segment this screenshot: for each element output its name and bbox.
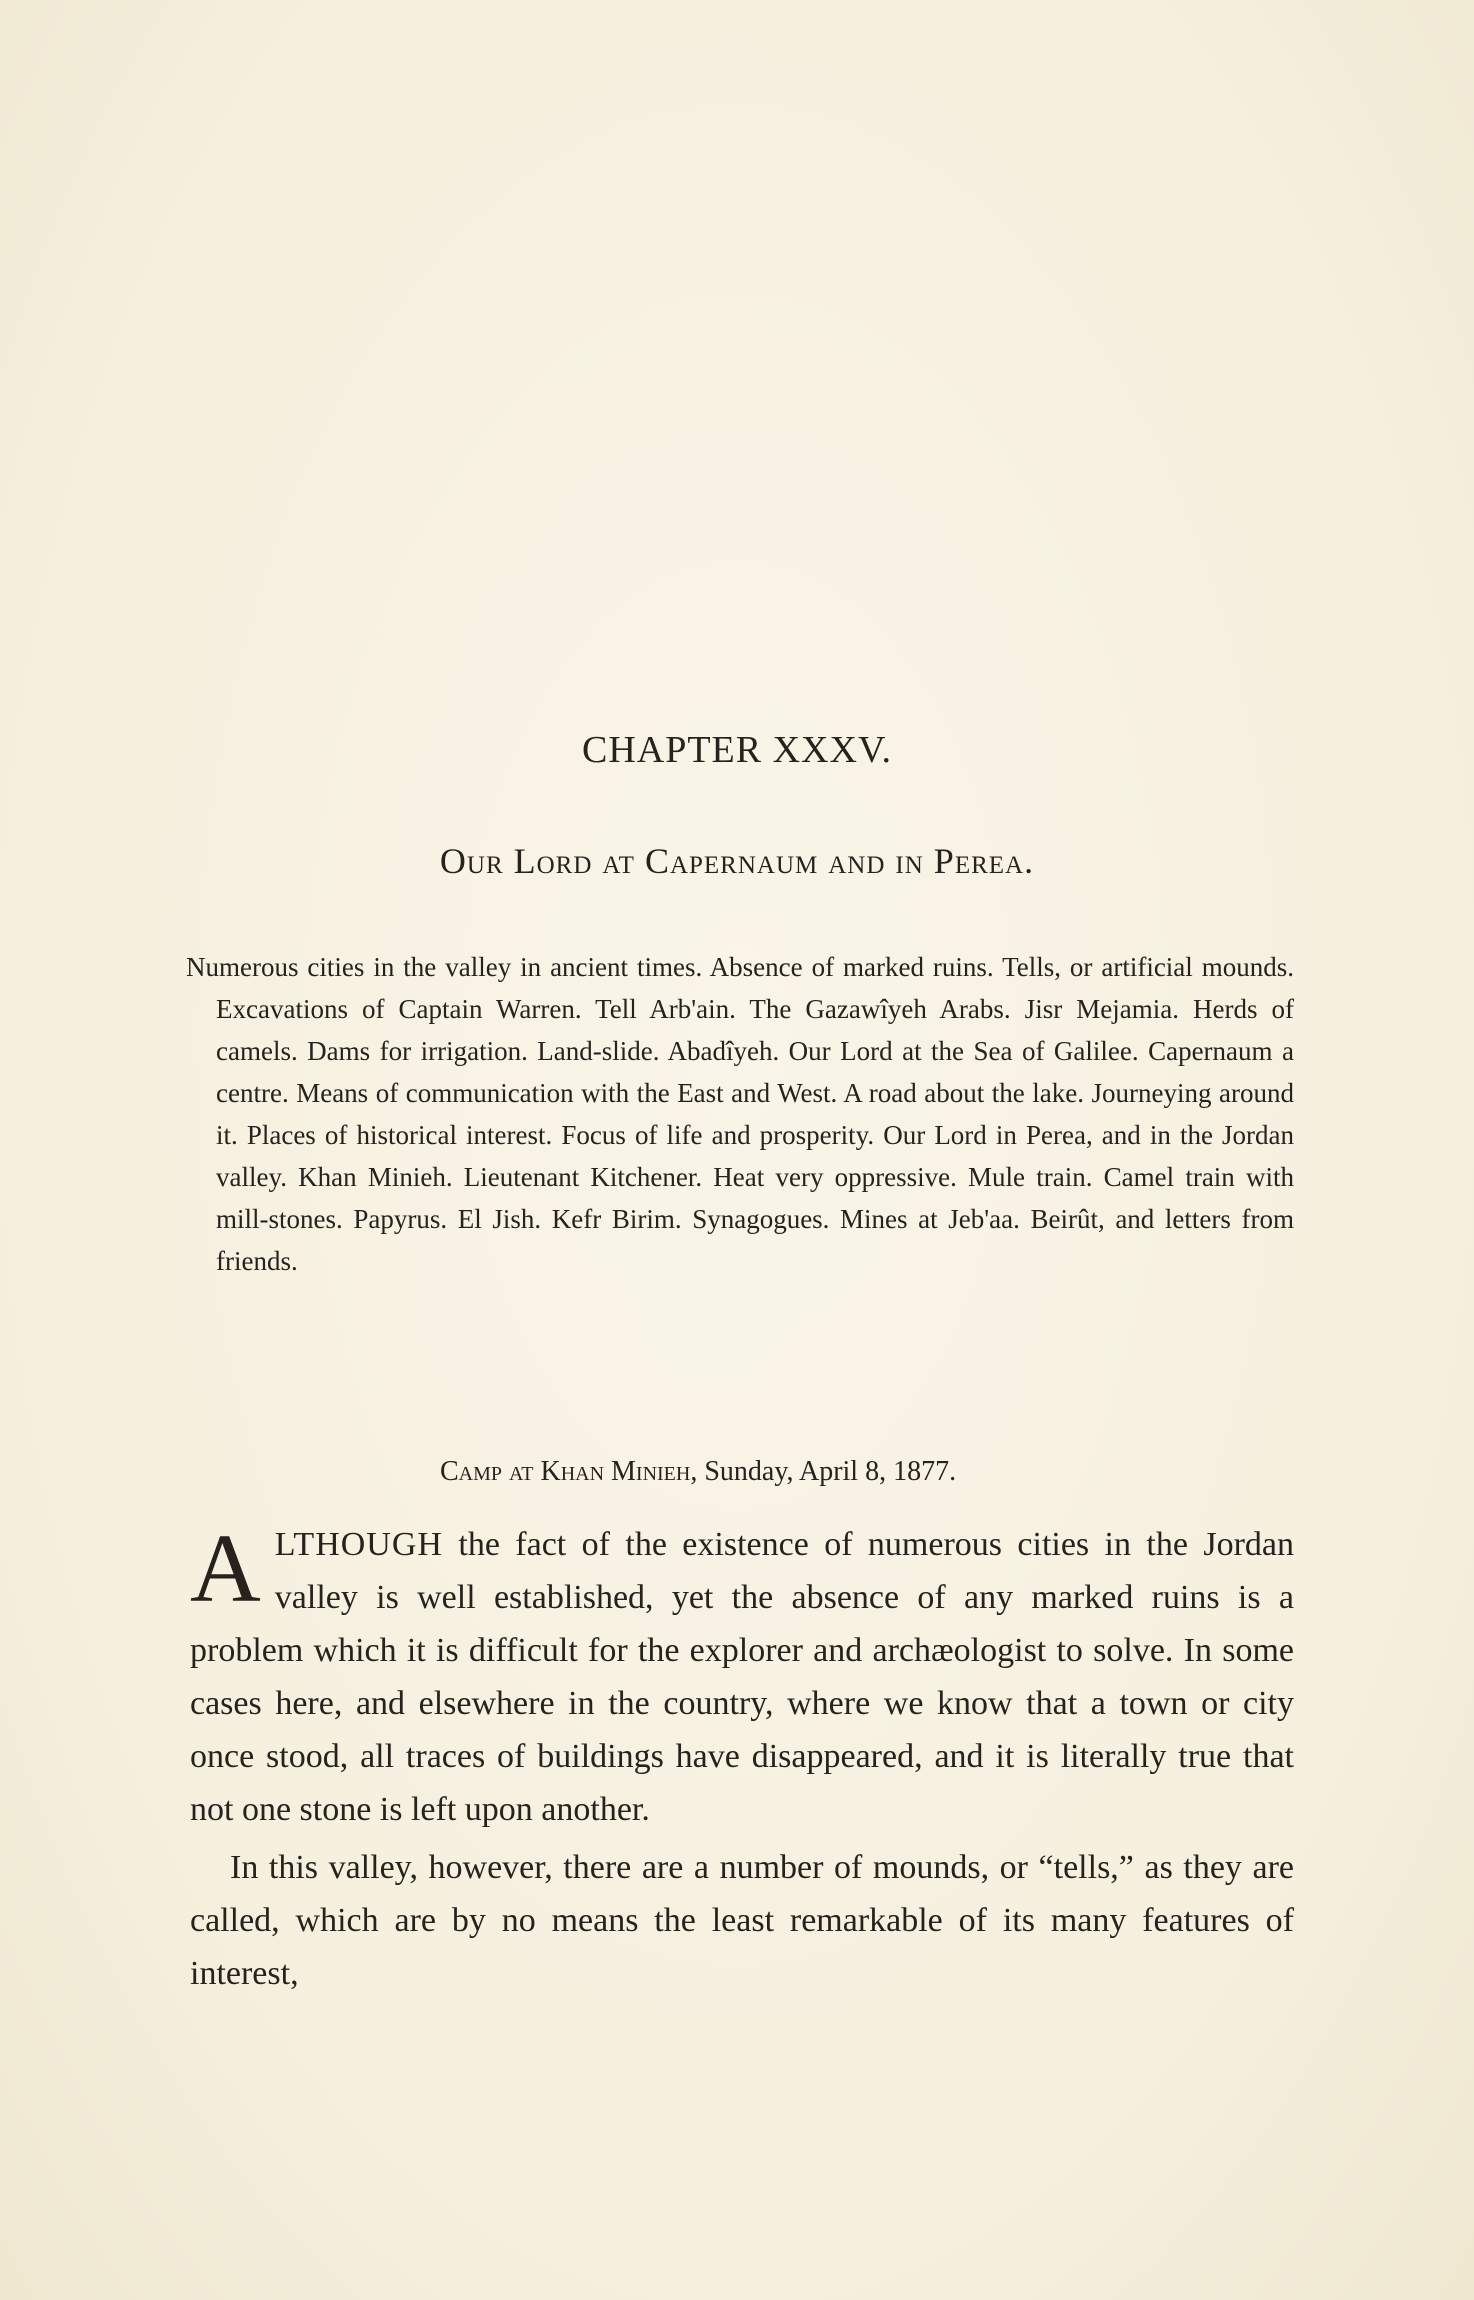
chapter-heading: CHAPTER XXXV. [581,729,892,771]
drop-cap: A [190,1515,261,1623]
chapter-title: Our Lord at Capernaum and in Perea. [439,841,1035,881]
paragraph-1-text: the fact of the existence of numerous cities in the Jordan valley is well established, yet the absence of any marked ruins is a problem which it is difficult for the explorer and archæologist to solve. In some cases here, and elsewhere in the country, where we know that a town or city once stood, all traces of buildings have disappeared, and it is literally true that not one stone is left upon another. [190,1526,1294,1828]
body-text [190,1515,1294,2005]
dateline-date: Sunday, April 8, 1877. [704,1456,957,1487]
chapter-summary: Numerous cities in the valley in ancient times. Absence of marked ruins. Tells, or artificial mounds. Excavations of Captain Warren. Tell Arb'ain. The Gazawîyeh Arabs. Jisr Mejamia. Herds of camels. Dams for irrigation. Land-slide. Abadîyeh. Our Lord at the Sea of Galilee. Capernaum a centre. Means of communication with the East and West. A road about the lake. Journeying around it. Places of historical interest. Focus of life and prosperity. Our Lord in Perea, and in the Jordan valley. Khan Minieh. Lieutenant Kitchener. Heat very oppressive. Mule train. Camel train with mill-stones. Papyrus. El Jish. Kefr Birim. Synagogues. Mines at Jeb'aa. Beirût, and letters from friends. [186,952,1294,1276]
dateline [440,1452,956,1492]
dateline-place: Camp at Khan Minieh, [440,1456,698,1487]
lead-word: LTHOUGH [274,1526,443,1563]
paragraph-2: In this valley, however, there are a number of mounds, or “tells,” as they are called, which are by no means the least remarkable of its many features of interest, [190,1849,1294,1992]
paragraph-1 [190,1515,1294,1836]
